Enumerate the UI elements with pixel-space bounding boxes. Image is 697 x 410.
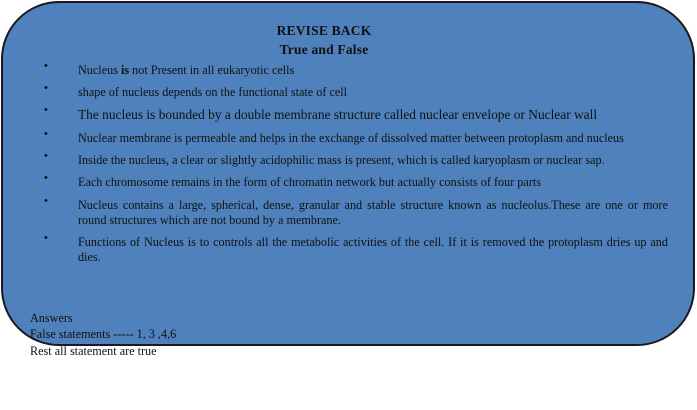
statement-5: [44, 150, 668, 168]
heading-title: REVISE BACK: [276, 23, 372, 38]
bullet-icon: •: [44, 104, 48, 117]
statement-6: [44, 172, 668, 190]
statement-3-text: The nucleus is bounded by a double membrane structure called nuclear envelope or Nuclear wall: [78, 107, 598, 123]
statement-1-before: Nucleus: [78, 63, 121, 77]
bullet-icon: •: [44, 127, 48, 140]
statement-2: [44, 82, 668, 100]
bullet-icon: •: [44, 172, 48, 185]
statement-1-bold: is: [120, 63, 130, 77]
statement-8-text: Functions of Nucleus is to controls all the metabolic activities of the cell. If it is removed the protoplasm dries up and dies.: [78, 234, 668, 265]
statement-5-text: Inside the nucleus, a clear or slightly acidophilic mass is present, which is called karyoplasm or nuclear sap.: [78, 153, 605, 168]
heading: [0, 21, 648, 59]
bullet-icon: •: [44, 231, 48, 244]
statement-4-text: Nuclear membrane is permeable and helps in the exchange of dissolved matter between protoplasm and nucleus: [78, 130, 624, 145]
statement-2-text: shape of nucleus depends on the functional state of cell: [78, 85, 348, 100]
statement-7-text: Nucleus contains a large, spherical, dense, granular and stable structure known as nucleolus.These are one or more round structures which are not bound by a membrane.: [78, 197, 668, 227]
heading-subtitle: True and False: [279, 42, 369, 57]
statement-6-text: Each chromosome remains in the form of chromatin network but actually consists of four parts: [78, 175, 542, 190]
statement-1: [44, 60, 668, 78]
answers-block: [30, 311, 176, 342]
bullet-icon: •: [44, 82, 48, 95]
statement-1-after: not Present in all eukaryotic cells: [129, 63, 295, 77]
answers-label: Answers: [30, 311, 73, 325]
false-statements: False statements ----- 1, 3 ,4,6: [30, 326, 177, 341]
bullet-icon: •: [44, 60, 48, 72]
bullet-icon: •: [44, 150, 48, 163]
statement-4: [44, 127, 668, 146]
rest-true-note: Rest all statement are true: [30, 344, 157, 358]
statement-3: [44, 104, 668, 124]
bullet-icon: •: [44, 194, 48, 207]
statement-list: [44, 60, 668, 272]
statement-8: [44, 231, 668, 265]
statement-7: [44, 194, 668, 228]
